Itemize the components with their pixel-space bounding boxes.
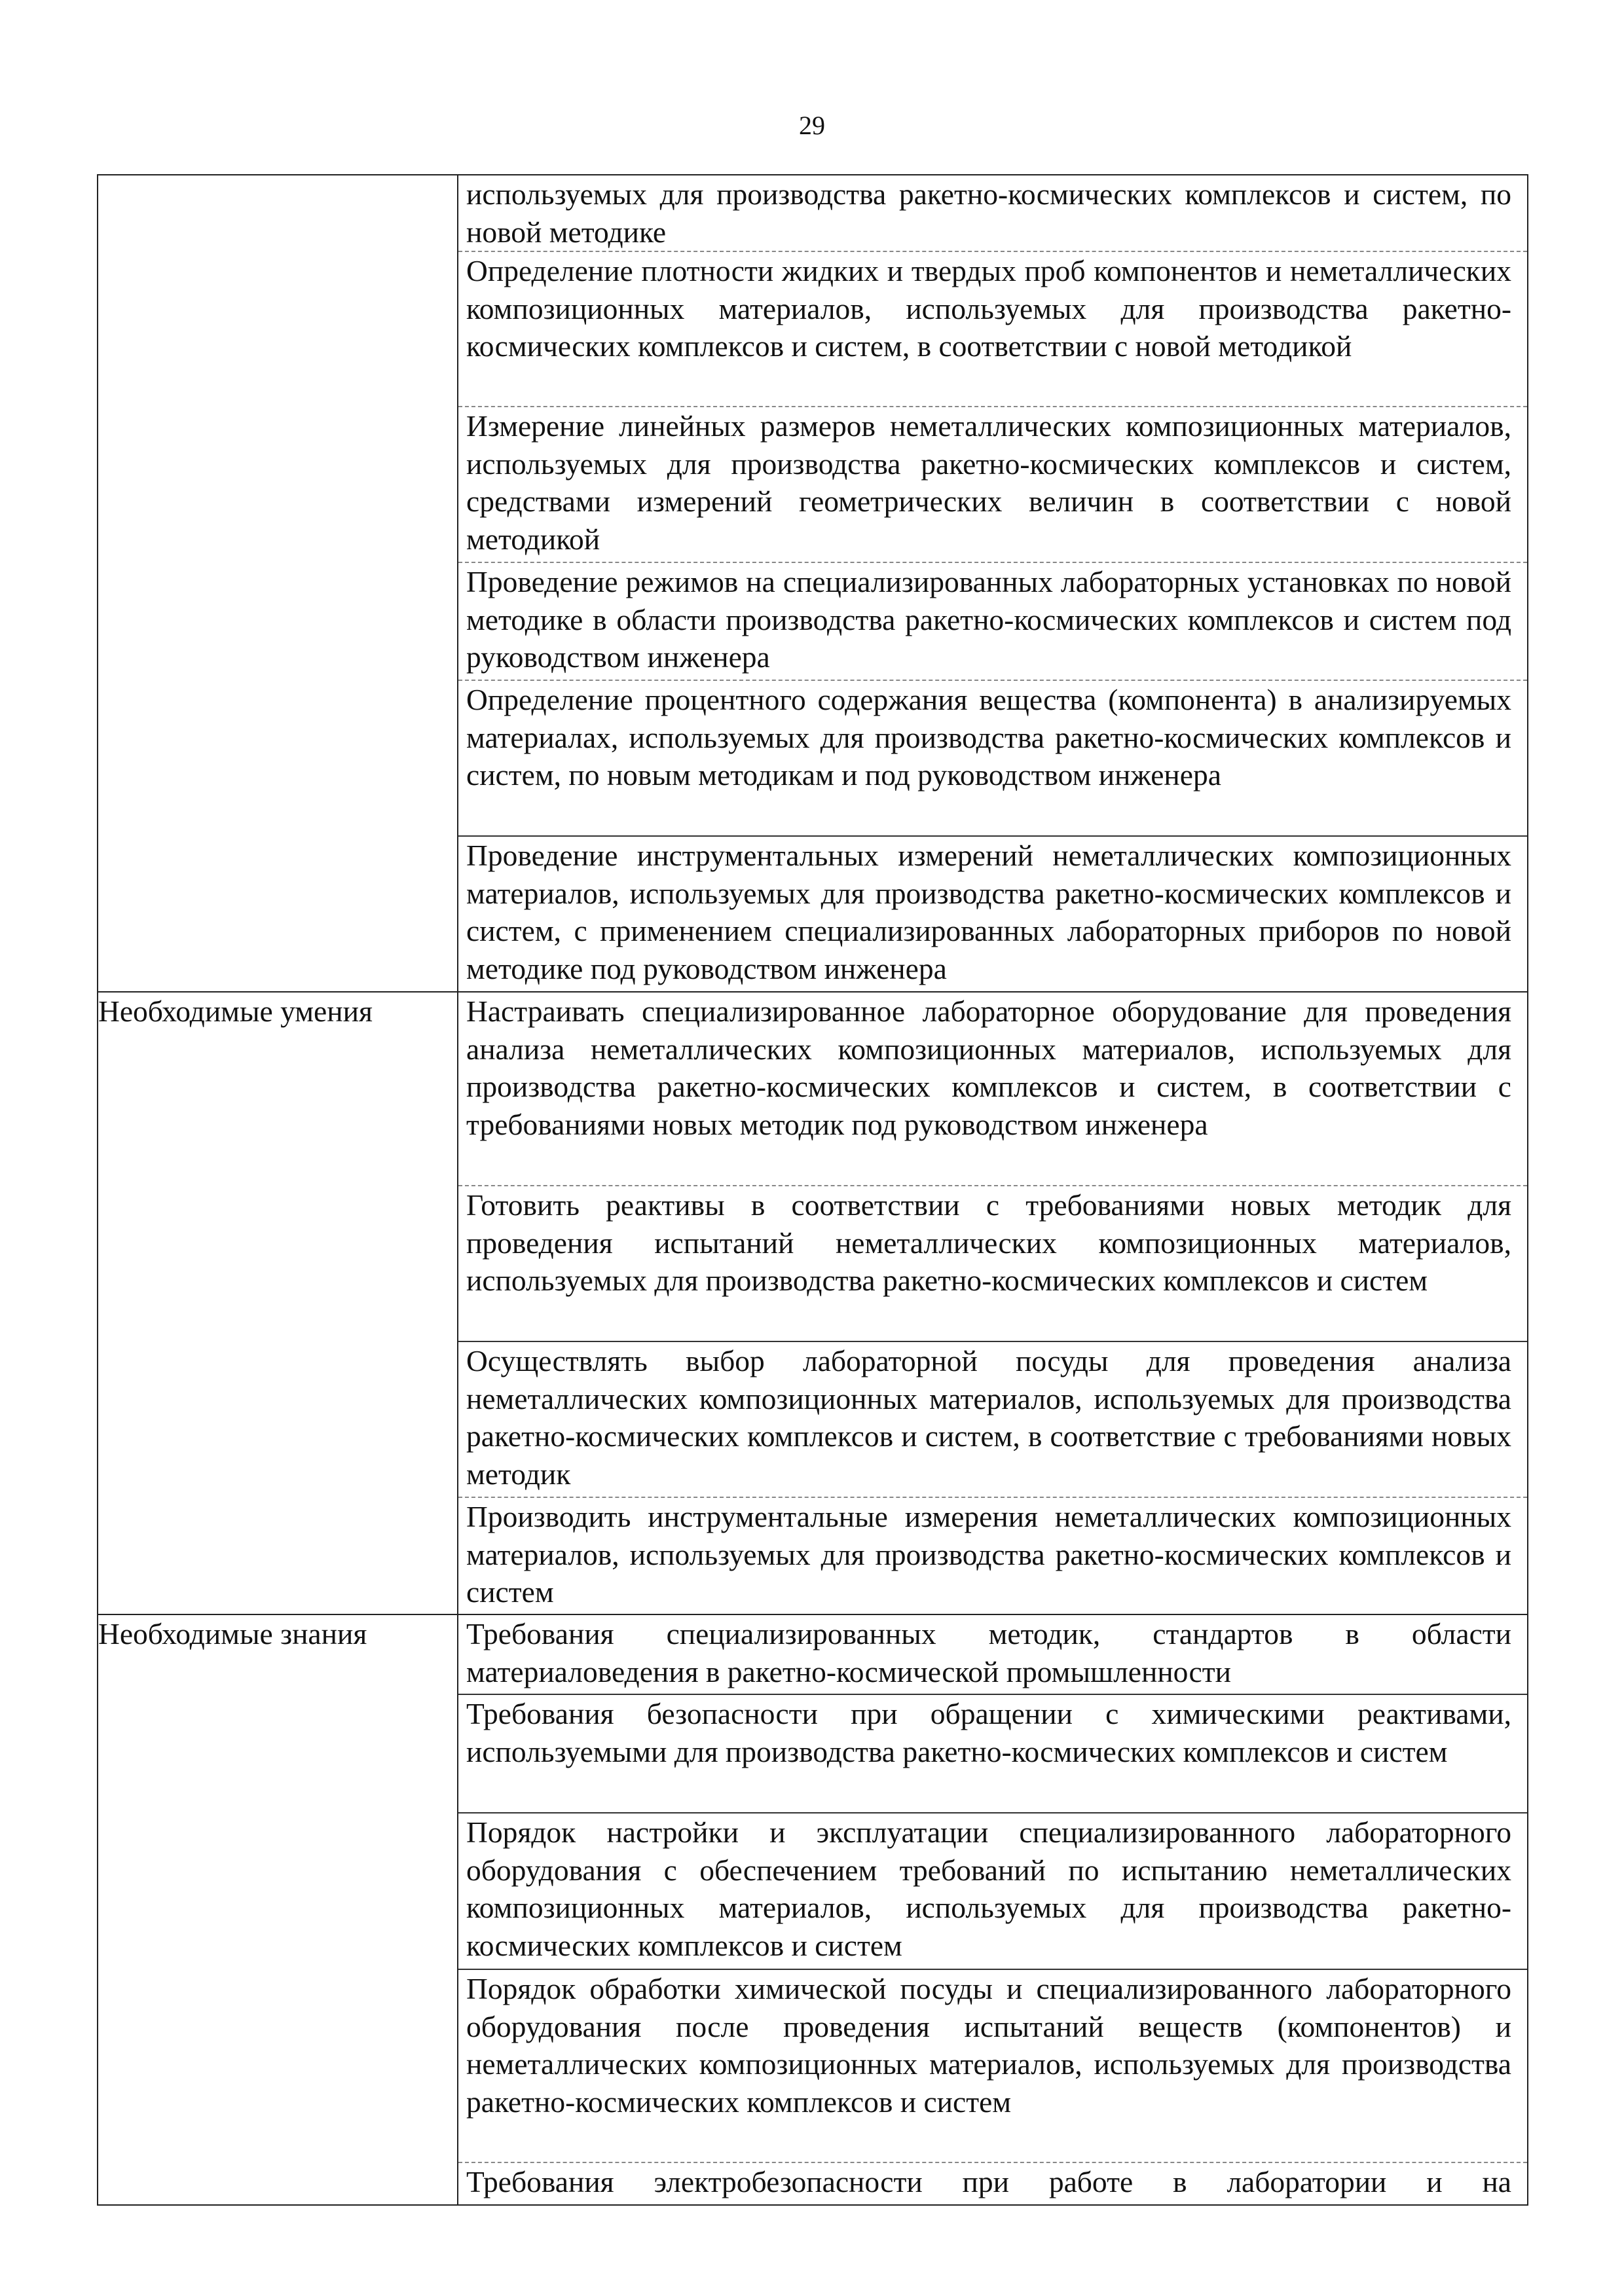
list-item: используемых для производства ракетно-космических комплексов и систем, по новой методике — [458, 175, 1527, 252]
list-item: Порядок обработки химической посуды и специализированного лабораторного оборудования после проведения испытаний веществ (компонентов) и неметаллических композиционных материалов, используемых для производства ракетно-космических комплексов и систем — [458, 1970, 1527, 2163]
list-item: Готовить реактивы в соответствии с требованиями новых методик для проведения испытаний неметаллических композиционных материалов, используемых для производства ракетно-космических комплексов и систем — [458, 1186, 1527, 1342]
list-item: Проведение режимов на специализированных лабораторных установках по новой методике в области производства ракетно-космических комплексов и систем под руководством инженера — [458, 563, 1527, 681]
list-item: Определение плотности жидких и твердых проб компонентов и неметаллических композиционных материалов, используемых для производства ракетно-космических комплексов и систем, в соответствии с новой методикой — [458, 252, 1527, 407]
list-item: Порядок настройки и эксплуатации специализированного лабораторного оборудования с обеспечением требований по испытанию неметаллических композиционных материалов, используемых для производства ракетно-космических комплексов и систем — [458, 1813, 1527, 1970]
section-items — [458, 175, 1528, 992]
list-item: Определение процентного содержания вещества (компонента) в анализируемых материалах, используемых для производства ракетно-космических комплексов и систем, по новым методикам и под руководством инженера — [458, 681, 1527, 837]
section-items — [458, 992, 1528, 1614]
table-row — [98, 175, 1528, 992]
list-item: Производить инструментальные измерения неметаллических композиционных материалов, используемых для производства ракетно-космических комплексов и систем — [466, 1500, 1511, 1609]
section-items — [458, 1614, 1528, 2205]
list-item: Осуществлять выбор лабораторной посуды для проведения анализа неметаллических композиционных материалов, используемых для производства ракетно-космических комплексов и систем, в соответствие с требованиями новых методик — [458, 1342, 1527, 1498]
list-item: Требования специализированных методик, стандартов в области материаловедения в ракетно-космической промышленности — [458, 1615, 1527, 1695]
section-label-empty — [98, 175, 458, 992]
list-item: Требования безопасности при обращении с химическими реактивами, используемыми для производства ракетно-космических комплексов и систем — [458, 1695, 1527, 1813]
list-item: Требования электробезопасности при работе в лаборатории и на — [466, 2165, 1511, 2198]
section-label-skills: Необходимые умения — [98, 992, 458, 1614]
page-number: 29 — [799, 111, 825, 140]
list-item: Настраивать специализированное лабораторное оборудование для проведения анализа неметаллических композиционных материалов, используемых для производства ракетно-космических комплексов и систем, в соответствии с требованиями новых методик под руководством инженера — [458, 993, 1527, 1186]
list-item: Проведение инструментальных измерений неметаллических композиционных материалов, используемых для производства ракетно-космических комплексов и систем, с применением специализированных лабораторных приборов по новой методике под руководством инженера — [466, 839, 1511, 985]
table-row — [98, 1614, 1528, 2205]
requirements-table — [97, 174, 1528, 2206]
table-row — [98, 992, 1528, 1614]
section-label-knowledge: Необходимые знания — [98, 1614, 458, 2205]
list-item: Измерение линейных размеров неметаллических композиционных материалов, используемых для производства ракетно-космических комплексов и систем, средствами измерений геометрических величин в соответствии с новой методикой — [458, 407, 1527, 563]
